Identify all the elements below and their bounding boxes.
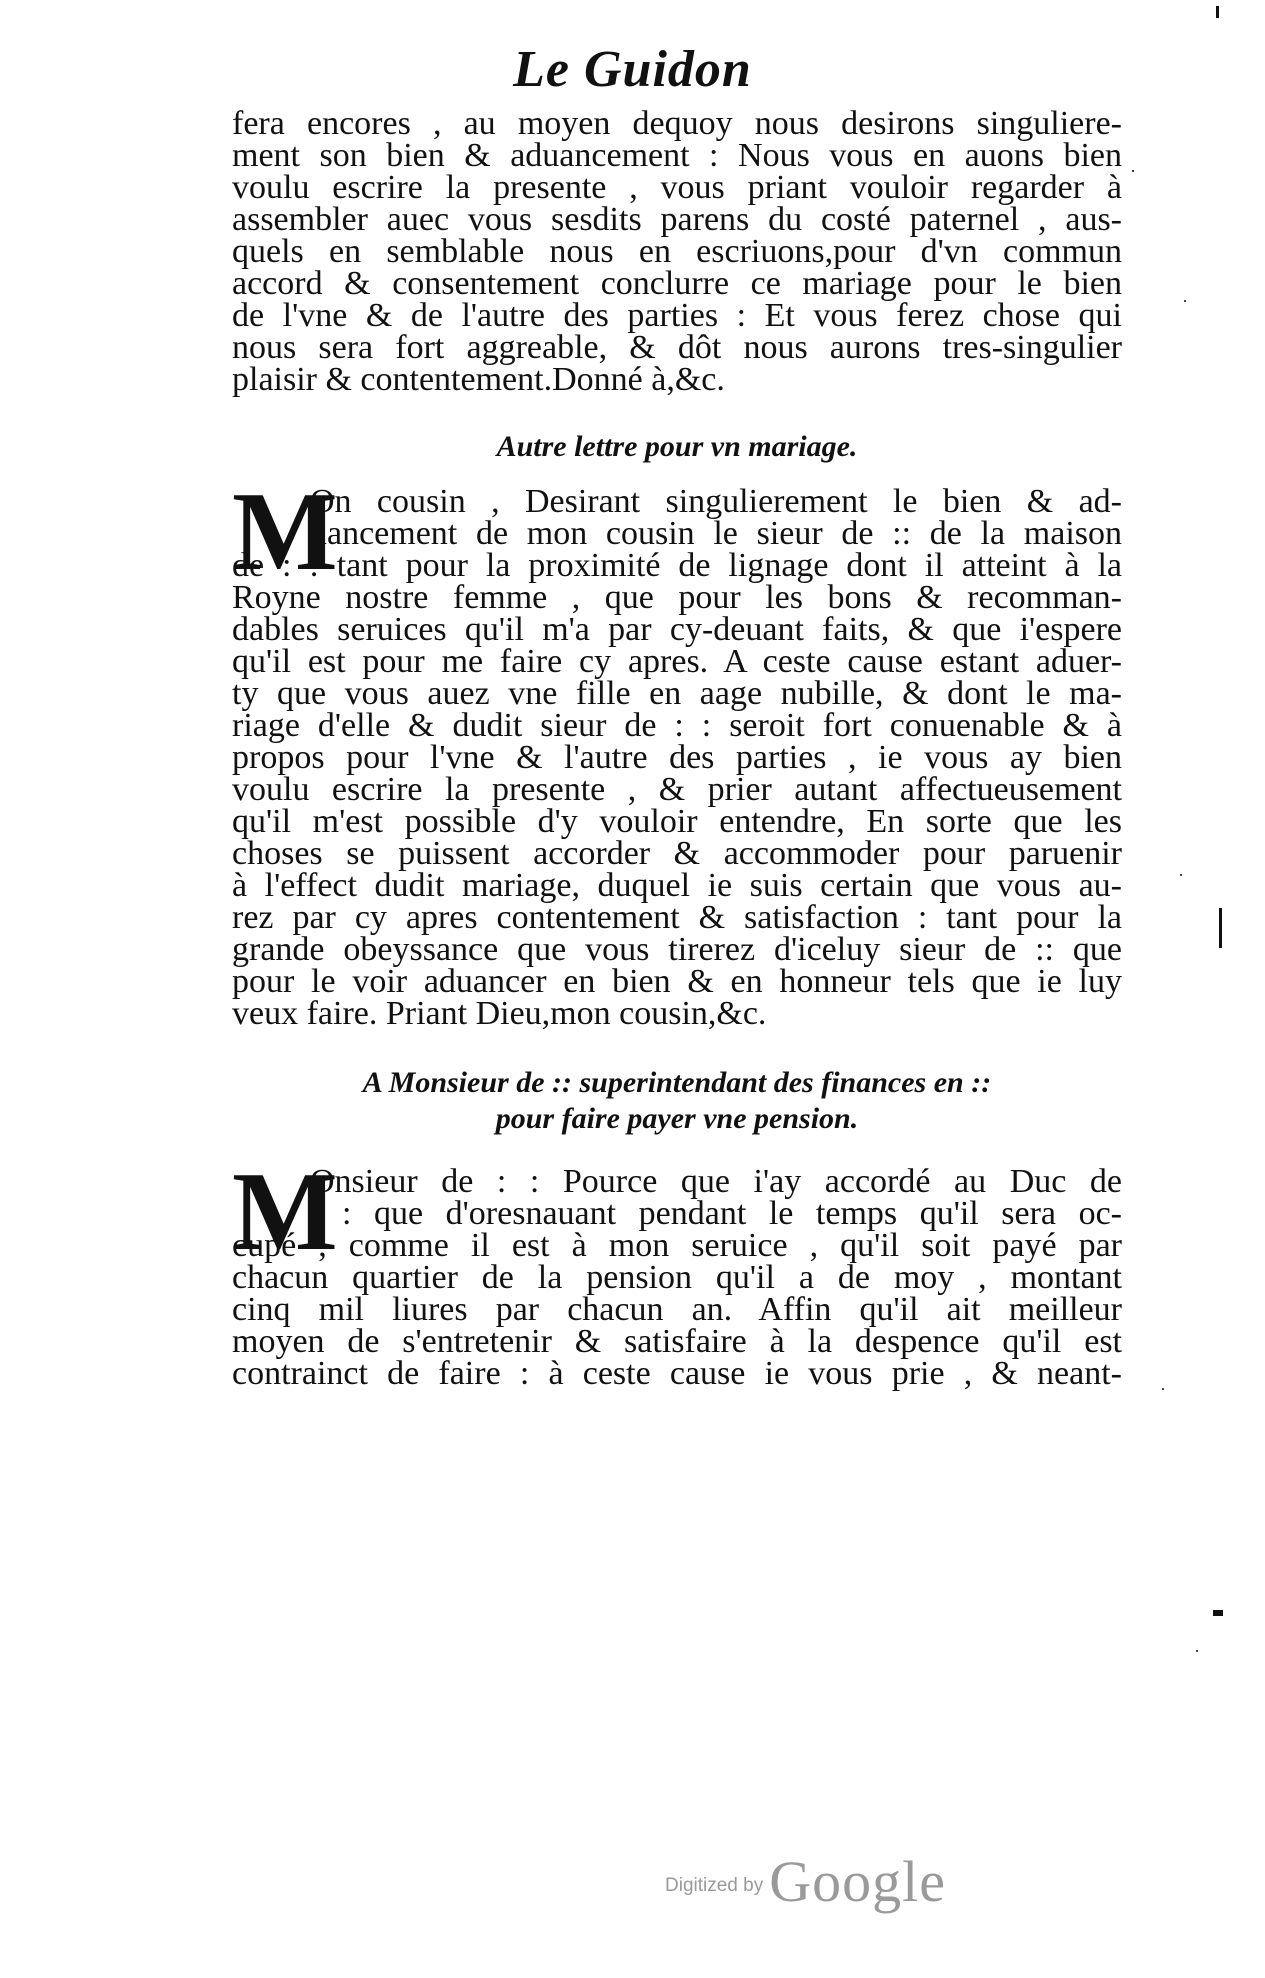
text-line: Onsieur de : : Pource que i'ay accordé au Duc de [310,1163,1122,1200]
text-line: qu'il m'est possible d'y vouloir entendre, En sorte que les [232,803,1122,840]
text-line: ty que vous auez vne fille en aage nubille, & dont le ma- [232,675,1122,712]
text-line: voulu escrire la presente , vous priant vouloir regarder à [232,169,1122,206]
text-line: cinq mil liures par chacun an. Affin qu'il ait meilleur [232,1291,1122,1328]
text-line: ment son bien & aduancement : Nous vous en auons bien [232,137,1122,174]
text-line: assembler auec vous sesdits parens du costé paternel , aus- [232,201,1122,238]
text-line: à l'effect dudit mariage, duquel ie suis certain que vous au- [232,867,1122,904]
text-line: quels en semblable nous en escriuons,pour d'vn commun [232,233,1122,270]
text-line: accord & consentement conclurre ce mariage pour le bien [232,265,1122,302]
text-line: uancement de mon cousin le sieur de :: de la maison [310,515,1122,552]
drop-cap: M [232,470,338,594]
section-heading: pour faire payer vne pension. [495,1102,859,1135]
section-heading: A Monsieur de :: superintendant des finances en :: [362,1066,992,1099]
watermark-prefix: Digitized by [665,1875,764,1896]
text-line: grande obeyssance que vous tirerez d'iceluy sieur de :: que [232,931,1122,968]
drop-cap: M [232,1150,338,1274]
text-line: Royne nostre femme , que pour les bons & recomman- [232,579,1122,616]
text-line: qu'il est pour me faire cy apres. A ceste cause estant aduer- [232,643,1122,680]
text-line: dables seruices qu'il m'a par cy-deuant faits, & que i'espere [232,611,1122,648]
text-line: : : que d'oresnauant pendant le temps qu'il sera oc- [310,1195,1122,1232]
text-line: riage d'elle & dudit sieur de : : seroit fort conuenable & à [232,707,1122,744]
text-line: fera encores , au moyen dequoy nous desirons singuliere- [232,105,1122,142]
text-line: contrainct de faire : à ceste cause ie vous prie , & neant- [232,1355,1122,1392]
text-line: On cousin , Desirant singulierement le bien & ad- [310,483,1122,520]
running-title: Le Guidon [513,41,752,98]
text-line: choses se puissent accorder & accommoder pour paruenir [232,835,1122,872]
text-line: de l'vne & de l'autre des parties : Et vous ferez chose qui [232,297,1122,334]
text-line: de : : tant pour la proximité de lignage dont il atteint à la [232,547,1122,584]
text-line: moyen de s'entretenir & satisfaire à la despence qu'il est [232,1323,1122,1360]
text-line: voulu escrire la presente , & prier autant affectueusement [232,771,1122,808]
text-line: rez par cy apres contentement & satisfaction : tant pour la [232,899,1122,936]
text-line: pour le voir aduancer en bien & en honneur tels que ie luy [232,963,1122,1000]
digitized-by-watermark [665,1848,946,1915]
text-line: plaisir & contentement.Donné à,&c. [232,361,725,398]
text-line: cupé , comme il est à mon seruice , qu'il soit payé par [232,1227,1122,1264]
watermark-logo: Google [769,1849,946,1914]
text-line: propos pour l'vne & l'autre des parties , ie vous ay bien [232,739,1122,776]
text-line: veux faire. Priant Dieu,mon cousin,&c. [232,995,767,1032]
text-line: nous sera fort aggreable, & dôt nous aurons tres-singulier [232,329,1122,366]
text-line: chacun quartier de la pension qu'il a de moy , montant [232,1259,1122,1296]
section-heading: Autre lettre pour vn mariage. [496,430,858,463]
